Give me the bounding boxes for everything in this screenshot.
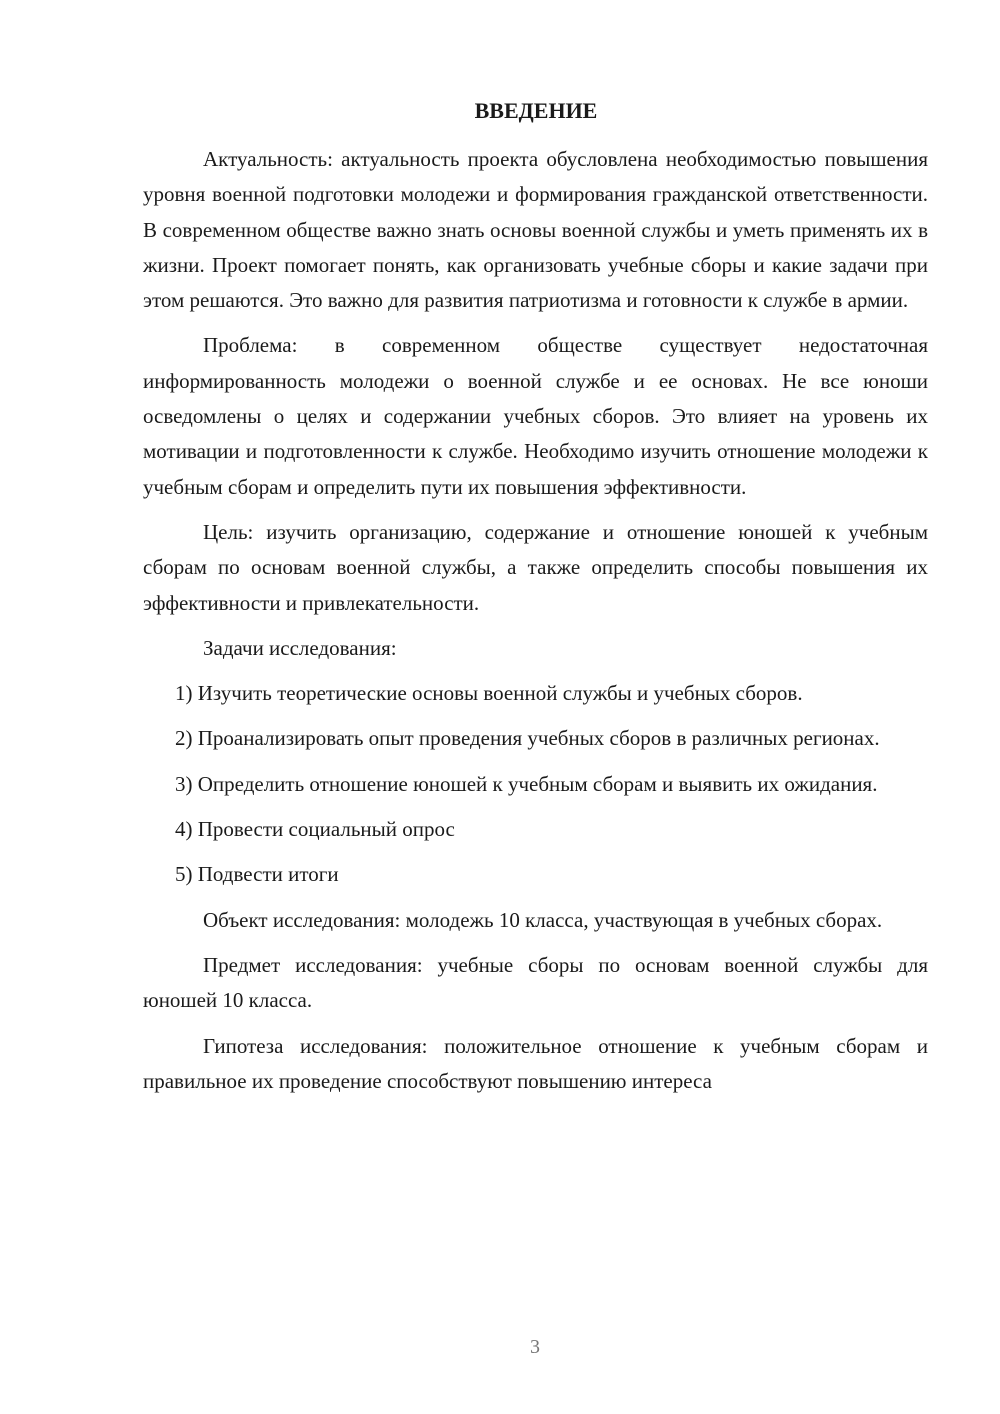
paragraph-hypothesis: Гипотеза исследования: положительное отношение к учебным сборам и правильное их проведение способствуют повышению интереса bbox=[143, 1033, 928, 1093]
task-item-2: 2) Проанализировать опыт проведения учебных сборов в различных регионах. bbox=[175, 726, 880, 751]
paragraph-relevance: Актуальность: актуальность проекта обусловлена необходимостью повышения уровня военной подготовки молодежи и формирования гражданской ответственности. В современном обществе важно знать основы военной службы и уметь применять их в жизни. Проект помогает понять, как организовать учебные сборы и какие задачи при этом решаются. Это важно для развития патриотизма и готовности к службе в армии. bbox=[143, 147, 928, 313]
paragraph-problem: Проблема: в современном обществе существует недостаточная информированность молодежи о военной службе и ее основах. Не все юноши осведомлены о целях и содержании учебных сборов. Это влияет на уровень их мотивации и подготовленности к службе. Необходимо изучить отношение молодежи к учебным сборам и определить пути их повышения эффективности. bbox=[143, 333, 928, 499]
paragraph-subject: Предмет исследования: учебные сборы по основам военной службы для юношей 10 класса. bbox=[143, 952, 928, 1013]
task-item-1: 1) Изучить теоретические основы военной службы и учебных сборов. bbox=[175, 681, 803, 706]
task-item-3: 3) Определить отношение юношей к учебным сборам и выявить их ожидания. bbox=[175, 771, 878, 796]
task-item-4: 4) Провести социальный опрос bbox=[175, 817, 455, 842]
document-body bbox=[143, 142, 928, 1109]
document-title: ВВЕДЕНИЕ bbox=[474, 98, 598, 123]
paragraph-object: Объект исследования: молодежь 10 класса, участвующая в учебных сборах. bbox=[203, 907, 883, 932]
paragraph-goal: Цель: изучить организацию, содержание и отношение юношей к учебным сборам по основам военной службы, а также определить способы повышения их эффективности и привлекательности. bbox=[143, 519, 928, 615]
page-number: 3 bbox=[530, 1336, 540, 1358]
tasks-heading: Задачи исследования: bbox=[203, 635, 397, 660]
task-item-5: 5) Подвести итоги bbox=[175, 862, 339, 887]
